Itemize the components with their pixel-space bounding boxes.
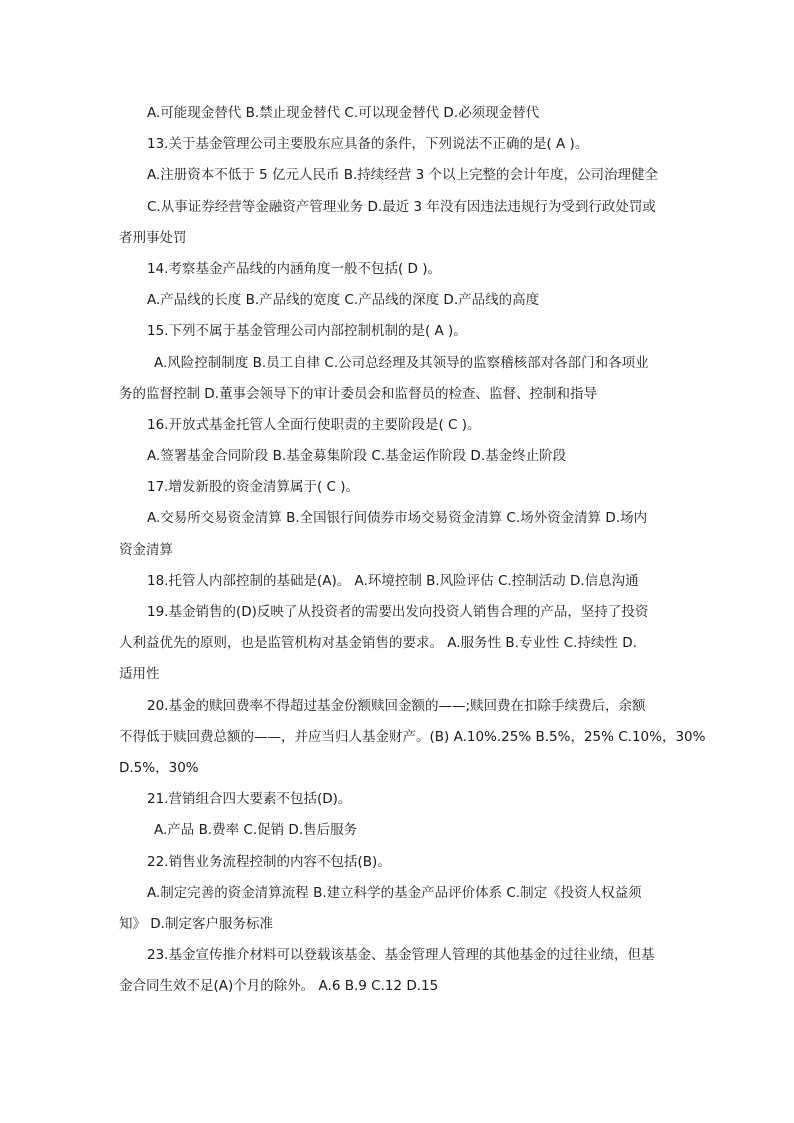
option-line-q12: A.可能现金替代 B.禁止现金替代 C.可以现金替代 D.必须现金替代 [147, 105, 540, 121]
question-19-cont: 人利益优先的原则，也是监管机构对基金销售的要求。 A.服务性 B.专业性 C.持续性 D. [119, 635, 637, 652]
question-22: 22.销售业务流程控制的内容不包括(B)。 [147, 853, 391, 870]
question-15: 15.下列不属于基金管理公司内部控制机制的是( A )。 [147, 323, 467, 340]
option-line-q13-cd: C.从事证券经营等金融资产管理业务 D.最近 3 年没有因违法违规行为受到行政处罚或 [147, 198, 656, 215]
question-18: 18.托管人内部控制的基础是(A)。 A.环境控制 B.风险评估 C.控制活动 D.信息沟通 [147, 572, 639, 589]
option-line-q17-cont: 资金清算 [119, 541, 173, 558]
question-23: 23.基金宣传推介材料可以登载该基金、基金管理人管理的其他基金的过往业绩，但基 [147, 947, 655, 964]
question-13: 13.关于基金管理公司主要股东应具备的条件，下列说法不正确的是( A )。 [147, 136, 589, 153]
option-line-q13-ab: A.注册资本不低于 5 亿元人民币 B.持续经营 3 个以上完整的会计年度，公司治理健全 [147, 167, 658, 184]
question-20-cont-2: D.5%，30% [119, 759, 199, 776]
option-line-q22-cont: 知》 D.制定客户服务标准 [119, 915, 273, 932]
option-line-q21: A.产品 B.费率 C.促销 D.售后服务 [154, 822, 358, 839]
document-body [119, 98, 706, 1002]
option-line-q14: A.产品线的长度 B.产品线的宽度 C.产品线的深度 D.产品线的高度 [147, 292, 540, 309]
option-line-q15: A.风险控制制度 B.员工自律 C.公司总经理及其领导的监察稽核部对各部门和各项业 [154, 354, 649, 371]
question-16: 16.开放式基金托管人全面行使职责的主要阶段是( C )。 [147, 416, 481, 433]
question-19-cont-2: 适用性 [119, 666, 160, 683]
option-line-q13-cd-cont: 者刑事处罚 [119, 229, 187, 246]
question-20: 20.基金的赎回费率不得超过基金份额赎回金额的——;赎回费在扣除手续费后，余额 [147, 697, 646, 714]
question-21: 21.营销组合四大要素不包括(D)。 [147, 791, 352, 808]
question-20-cont: 不得低于赎回费总额的——，并应当归人基金财产。(B) A.10%.25% B.5%，25% C.10%，30% [119, 728, 706, 745]
question-23-cont: 金合同生效不足(A)个月的除外。 A.6 B.9 C.12 D.15 [119, 978, 439, 995]
option-line-q15-cont: 务的监督控制 D.董事会领导下的审计委员会和监督员的检查、监督、控制和指导 [119, 385, 597, 402]
option-line-q17: A.交易所交易资金清算 B.全国银行间债券市场交易资金清算 C.场外资金清算 D.场内 [147, 510, 648, 527]
option-line-q16: A.签署基金合同阶段 B.基金募集阶段 C.基金运作阶段 D.基金终止阶段 [147, 448, 567, 465]
option-line-q22: A.制定完善的资金清算流程 B.建立科学的基金产品评价体系 C.制定《投资人权益须 [147, 884, 642, 901]
question-19: 19.基金销售的(D)反映了从投资者的需要出发向投资人销售合理的产品，坚持了投资 [147, 604, 649, 620]
question-17: 17.增发新股的资金清算属于( C )。 [147, 479, 360, 496]
question-14: 14.考察基金产品线的内涵角度一般不包括( D )。 [147, 260, 441, 277]
